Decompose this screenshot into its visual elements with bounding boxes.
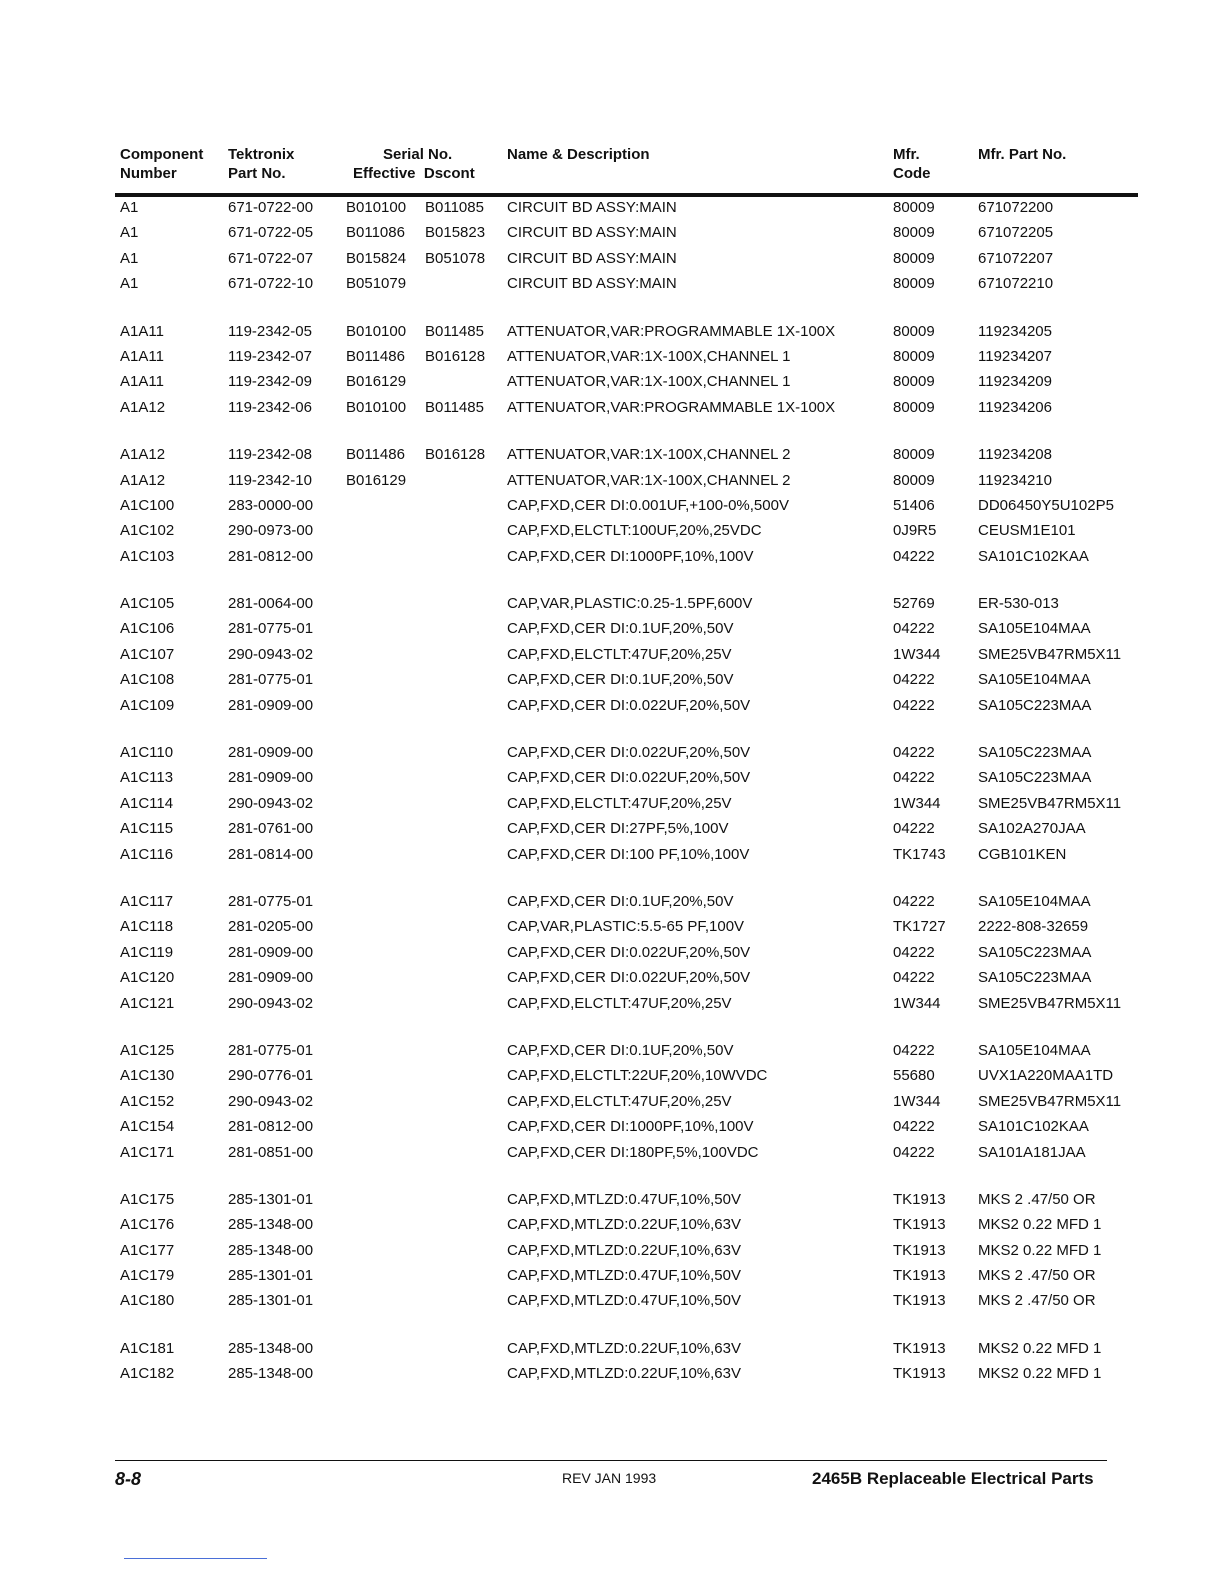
description: CIRCUIT BD ASSY:MAIN xyxy=(507,249,677,267)
tek-part-number: 285-1301-01 xyxy=(228,1190,314,1208)
table-row xyxy=(0,373,1224,398)
description: CAP,FXD,CER DI:0.022UF,20%,50V xyxy=(507,969,751,987)
table-row xyxy=(0,646,1224,671)
tek-part-number: 290-0943-02 xyxy=(228,1092,314,1110)
table-row xyxy=(0,744,1224,769)
description: CAP,FXD,CER DI:27PF,5%,100V xyxy=(507,820,729,838)
description: CAP,FXD,MTLZD:0.47UF,10%,50V xyxy=(507,1292,741,1310)
description: ATTENUATOR,VAR:PROGRAMMABLE 1X-100X xyxy=(507,322,836,340)
table-row xyxy=(0,1067,1224,1092)
table-row xyxy=(0,497,1224,522)
description: CAP,FXD,MTLZD:0.22UF,10%,63V xyxy=(507,1365,741,1383)
component-number: A1 xyxy=(120,199,139,216)
mfr-code: TK1913 xyxy=(893,1365,946,1383)
description: ATTENUATOR,VAR:1X-100X,CHANNEL 2 xyxy=(507,446,791,464)
table-row xyxy=(0,548,1224,573)
mfr-code: 04222 xyxy=(893,969,935,987)
component-number: A1C113 xyxy=(120,769,174,787)
mfr-code: 04222 xyxy=(893,671,935,689)
row-group xyxy=(0,446,1224,573)
mfr-code: 04222 xyxy=(893,892,935,910)
table-row xyxy=(0,522,1224,547)
component-number: A1C110 xyxy=(120,744,174,762)
description: CAP,FXD,ELCTLT:47UF,20%,25V xyxy=(507,994,732,1012)
row-group xyxy=(0,199,1224,301)
serial-effective: B011486 xyxy=(346,347,405,365)
component-number: A1C175 xyxy=(120,1190,175,1208)
tek-part-number: 281-0851-00 xyxy=(228,1143,314,1161)
mfr-code: 04222 xyxy=(893,769,935,787)
header-component xyxy=(120,145,203,183)
mfr-code: TK1743 xyxy=(893,845,946,863)
mfr-part-number: SA101C102KAA xyxy=(978,1118,1089,1136)
mfr-code: 04222 xyxy=(893,696,935,714)
table-row xyxy=(0,595,1224,620)
description: CAP,FXD,CER DI:0.1UF,20%,50V xyxy=(507,620,734,638)
component-number: A1A12 xyxy=(120,471,166,489)
component-number: A1 xyxy=(120,224,139,242)
tek-part-number: 290-0776-01 xyxy=(228,1067,314,1085)
serial-dscont: B015823 xyxy=(425,224,486,242)
component-number: A1C108 xyxy=(120,671,175,689)
tek-part-number: 285-1348-00 xyxy=(228,1241,314,1259)
mfr-part-number: 119234206 xyxy=(978,398,1052,416)
mfr-part-number: 2222-808-32659 xyxy=(978,918,1089,936)
tek-part-number: 290-0943-02 xyxy=(228,645,314,663)
component-number: A1 xyxy=(120,275,139,293)
mfr-code: 04222 xyxy=(893,744,935,762)
description: CAP,FXD,MTLZD:0.22UF,10%,63V xyxy=(507,1216,741,1234)
mfr-code: 80009 xyxy=(893,249,935,267)
mfr-part-number: SA105C223MAA xyxy=(978,769,1092,787)
component-number: A1 xyxy=(120,249,139,267)
mfr-code: 80009 xyxy=(893,373,935,391)
mfr-part-number: SA101A181JAA xyxy=(978,1143,1086,1161)
tek-part-number: 671-0722-10 xyxy=(228,275,314,293)
mfr-code: TK1913 xyxy=(893,1339,946,1357)
mfr-part-number: MKS2 0.22 MFD 1 xyxy=(978,1216,1102,1234)
table-row xyxy=(0,1191,1224,1216)
mfr-code: 04222 xyxy=(893,547,935,565)
header-mfr-part xyxy=(978,145,1066,164)
component-number: A1C152 xyxy=(120,1092,175,1110)
table-row xyxy=(0,795,1224,820)
footer-rule xyxy=(115,1460,1107,1461)
table-row xyxy=(0,1093,1224,1118)
table-row xyxy=(0,323,1224,348)
description: CAP,FXD,ELCTLT:100UF,20%,25VDC xyxy=(507,522,762,540)
table-row xyxy=(0,1292,1224,1317)
tek-part-number: 285-1348-00 xyxy=(228,1216,314,1234)
mfr-code: 04222 xyxy=(893,943,935,961)
mfr-part-number: 119234205 xyxy=(978,322,1052,340)
tek-part-number: 119-2342-09 xyxy=(228,373,312,391)
description: CIRCUIT BD ASSY:MAIN xyxy=(507,199,677,216)
serial-effective: B010100 xyxy=(346,199,407,216)
mfr-part-number: MKS 2 .47/50 OR xyxy=(978,1292,1096,1310)
component-number: A1A11 xyxy=(120,322,164,340)
row-group xyxy=(0,1042,1224,1169)
serial-dscont: B051078 xyxy=(425,249,486,267)
tek-part-number: 281-0775-01 xyxy=(228,892,314,910)
component-number: A1C176 xyxy=(120,1216,175,1234)
serial-dscont: B016128 xyxy=(425,347,486,365)
serial-effective: B051079 xyxy=(346,275,407,293)
mfr-code: 04222 xyxy=(893,1143,935,1161)
mfr-part-number: SA105C223MAA xyxy=(978,744,1092,762)
table-row xyxy=(0,1365,1224,1390)
mfr-part-number: 119234207 xyxy=(978,347,1052,365)
table-row xyxy=(0,446,1224,471)
tek-part-number: 119-2342-08 xyxy=(228,446,312,464)
tek-part-number: 281-0775-01 xyxy=(228,1041,314,1059)
description: CAP,FXD,CER DI:0.022UF,20%,50V xyxy=(507,744,751,762)
tek-part-number: 281-0909-00 xyxy=(228,696,314,714)
serial-effective: B010100 xyxy=(346,322,407,340)
table-row xyxy=(0,846,1224,871)
table-row xyxy=(0,697,1224,722)
table-row xyxy=(0,944,1224,969)
row-group xyxy=(0,893,1224,1020)
component-number: A1C125 xyxy=(120,1041,175,1059)
serial-effective: B015824 xyxy=(346,249,407,267)
table-row xyxy=(0,1340,1224,1365)
mfr-part-number: DD06450Y5U102P5 xyxy=(978,496,1114,514)
component-number: A1C177 xyxy=(120,1241,175,1259)
row-group xyxy=(0,1340,1224,1391)
description: CAP,FXD,CER DI:180PF,5%,100VDC xyxy=(507,1143,759,1161)
component-number: A1C115 xyxy=(120,820,174,838)
component-number: A1C102 xyxy=(120,522,175,540)
header-mfr-code xyxy=(893,145,931,183)
mfr-part-number: 671072200 xyxy=(978,199,1054,216)
table-row xyxy=(0,820,1224,845)
tek-part-number: 281-0909-00 xyxy=(228,769,314,787)
description: CAP,FXD,CER DI:0.1UF,20%,50V xyxy=(507,892,734,910)
component-number: A1C121 xyxy=(120,994,175,1012)
tek-part-number: 290-0973-00 xyxy=(228,522,314,540)
description: ATTENUATOR,VAR:1X-100X,CHANNEL 1 xyxy=(507,347,791,365)
mfr-code: 55680 xyxy=(893,1067,935,1085)
tek-part-number: 285-1301-01 xyxy=(228,1292,314,1310)
table-row xyxy=(0,399,1224,424)
header-component-line2: Number xyxy=(120,165,177,182)
header-component-line1: Component xyxy=(120,146,204,163)
tek-part-number: 290-0943-02 xyxy=(228,994,314,1012)
table-row xyxy=(0,1144,1224,1169)
table-row xyxy=(0,893,1224,918)
mfr-code: 52769 xyxy=(893,595,935,613)
component-number: A1C105 xyxy=(120,595,175,613)
mfr-part-number: 119234208 xyxy=(978,446,1052,464)
mfr-part-number: SA101C102KAA xyxy=(978,547,1089,565)
component-number: A1C109 xyxy=(120,696,175,714)
document-title: 2465B Replaceable Electrical Parts xyxy=(812,1469,1094,1488)
header-description-line1: Name & Description xyxy=(507,146,650,163)
table-row xyxy=(0,250,1224,275)
description: CAP,FXD,CER DI:0.022UF,20%,50V xyxy=(507,769,751,787)
component-number: A1C114 xyxy=(120,794,174,812)
component-number: A1C179 xyxy=(120,1267,175,1285)
mfr-code: 80009 xyxy=(893,446,935,464)
table-row xyxy=(0,199,1224,224)
mfr-code: 80009 xyxy=(893,275,935,293)
tek-part-number: 281-0064-00 xyxy=(228,595,314,613)
serial-effective: B016129 xyxy=(346,471,407,489)
mfr-part-number: ER-530-013 xyxy=(978,595,1059,613)
mfr-part-number: SA105E104MAA xyxy=(978,892,1091,910)
table-row xyxy=(0,769,1224,794)
header-rule xyxy=(115,193,1138,197)
mfr-code: 04222 xyxy=(893,1118,935,1136)
mfr-part-number: 119234210 xyxy=(978,471,1052,489)
description: CAP,FXD,MTLZD:0.47UF,10%,50V xyxy=(507,1267,741,1285)
mfr-part-number: 671072207 xyxy=(978,249,1054,267)
component-number: A1C103 xyxy=(120,547,175,565)
header-serial-line1: Serial No. xyxy=(383,146,453,163)
tek-part-number: 281-0812-00 xyxy=(228,547,314,565)
mfr-part-number: SA105E104MAA xyxy=(978,1041,1091,1059)
component-number: A1A11 xyxy=(120,347,164,365)
mfr-code: TK1913 xyxy=(893,1216,946,1234)
description: CAP,FXD,MTLZD:0.47UF,10%,50V xyxy=(507,1190,741,1208)
component-number: A1C116 xyxy=(120,845,174,863)
serial-effective: B011486 xyxy=(346,446,405,464)
mfr-code: TK1727 xyxy=(893,918,946,936)
serial-effective: B010100 xyxy=(346,398,407,416)
tek-part-number: 281-0761-00 xyxy=(228,820,314,838)
serial-dscont: B011085 xyxy=(425,199,484,216)
description: CAP,FXD,CER DI:0.022UF,20%,50V xyxy=(507,943,751,961)
table-row xyxy=(0,671,1224,696)
row-group xyxy=(0,595,1224,722)
mfr-part-number: MKS2 0.22 MFD 1 xyxy=(978,1241,1102,1259)
description: ATTENUATOR,VAR:1X-100X,CHANNEL 2 xyxy=(507,471,791,489)
mfr-part-number: CGB101KEN xyxy=(978,845,1067,863)
tek-part-number: 285-1301-01 xyxy=(228,1267,314,1285)
mfr-part-number: MKS 2 .47/50 OR xyxy=(978,1190,1096,1208)
table-row xyxy=(0,918,1224,943)
tek-part-number: 119-2342-05 xyxy=(228,322,312,340)
description: CAP,FXD,CER DI:100 PF,10%,100V xyxy=(507,845,750,863)
mfr-code: 04222 xyxy=(893,820,935,838)
tek-part-number: 281-0909-00 xyxy=(228,943,314,961)
tek-part-number: 671-0722-05 xyxy=(228,224,314,242)
table-row xyxy=(0,224,1224,249)
mfr-part-number: SME25VB47RM5X11 xyxy=(978,645,1122,663)
description: CAP,FXD,ELCTLT:47UF,20%,25V xyxy=(507,794,732,812)
tek-part-number: 290-0943-02 xyxy=(228,794,314,812)
component-number: A1C120 xyxy=(120,969,175,987)
description: CAP,FXD,MTLZD:0.22UF,10%,63V xyxy=(507,1241,741,1259)
mfr-part-number: 119234209 xyxy=(978,373,1052,391)
description: CAP,FXD,CER DI:0.1UF,20%,50V xyxy=(507,671,734,689)
component-number: A1C130 xyxy=(120,1067,175,1085)
component-number: A1C180 xyxy=(120,1292,175,1310)
mfr-part-number: SME25VB47RM5X11 xyxy=(978,1092,1122,1110)
description: CAP,FXD,ELCTLT:47UF,20%,25V xyxy=(507,645,732,663)
serial-dscont: B011485 xyxy=(425,322,484,340)
mfr-code: 80009 xyxy=(893,398,935,416)
table-row xyxy=(0,1042,1224,1067)
mfr-code: TK1913 xyxy=(893,1292,946,1310)
serial-effective: B011086 xyxy=(346,224,405,242)
mfr-code: 1W344 xyxy=(893,994,941,1012)
tek-part-number: 285-1348-00 xyxy=(228,1339,314,1357)
description: CAP,FXD,CER DI:1000PF,10%,100V xyxy=(507,547,754,565)
mfr-code: 80009 xyxy=(893,322,935,340)
mfr-code: 1W344 xyxy=(893,645,941,663)
description: CAP,VAR,PLASTIC:0.25-1.5PF,600V xyxy=(507,595,753,613)
mfr-code: 04222 xyxy=(893,1041,935,1059)
tek-part-number: 671-0722-00 xyxy=(228,199,314,216)
description: CAP,FXD,CER DI:0.001UF,+100-0%,500V xyxy=(507,496,789,514)
table-row xyxy=(0,1242,1224,1267)
mfr-part-number: SA105C223MAA xyxy=(978,696,1092,714)
link-underline xyxy=(124,1558,267,1559)
mfr-part-number: SA105E104MAA xyxy=(978,671,1091,689)
component-number: A1A12 xyxy=(120,398,166,416)
component-number: A1C117 xyxy=(120,892,174,910)
row-group xyxy=(0,323,1224,425)
mfr-part-number: UVX1A220MAA1TD xyxy=(978,1067,1114,1085)
mfr-part-number: 671072205 xyxy=(978,224,1054,242)
description: CIRCUIT BD ASSY:MAIN xyxy=(507,275,677,293)
mfr-part-number: MKS 2 .47/50 OR xyxy=(978,1267,1096,1285)
component-number: A1A11 xyxy=(120,373,164,391)
description: CAP,FXD,ELCTLT:22UF,20%,10WVDC xyxy=(507,1067,768,1085)
page-number: 8-8 xyxy=(115,1469,142,1489)
description: ATTENUATOR,VAR:PROGRAMMABLE 1X-100X xyxy=(507,398,836,416)
tek-part-number: 281-0812-00 xyxy=(228,1118,314,1136)
table-row xyxy=(0,1216,1224,1241)
revision-date: REV JAN 1993 xyxy=(562,1470,657,1486)
header-mfr-part-line1: Mfr. Part No. xyxy=(978,146,1067,163)
row-group xyxy=(0,1191,1224,1318)
mfr-part-number: SME25VB47RM5X11 xyxy=(978,794,1122,812)
component-number: A1C118 xyxy=(120,918,174,936)
header-mfr-code-line1: Mfr. xyxy=(893,146,920,163)
table-row xyxy=(0,275,1224,300)
description: CAP,FXD,ELCTLT:47UF,20%,25V xyxy=(507,1092,732,1110)
table-row xyxy=(0,1267,1224,1292)
mfr-part-number: SA105C223MAA xyxy=(978,943,1092,961)
description: CAP,FXD,CER DI:1000PF,10%,100V xyxy=(507,1118,754,1136)
mfr-code: 80009 xyxy=(893,199,935,216)
header-mfr-code-line2: Code xyxy=(893,165,931,182)
table-row xyxy=(0,995,1224,1020)
description: CAP,FXD,MTLZD:0.22UF,10%,63V xyxy=(507,1339,741,1357)
mfr-code: 80009 xyxy=(893,224,935,242)
table-row xyxy=(0,969,1224,994)
tek-part-number: 119-2342-10 xyxy=(228,471,312,489)
component-number: A1C181 xyxy=(120,1339,175,1357)
mfr-code: 51406 xyxy=(893,496,935,514)
description: CAP,VAR,PLASTIC:5.5-65 PF,100V xyxy=(507,918,745,936)
component-number: A1C100 xyxy=(120,496,175,514)
parts-table xyxy=(0,199,1224,1413)
tek-part-number: 285-1348-00 xyxy=(228,1365,314,1383)
row-group xyxy=(0,744,1224,871)
description: CAP,FXD,CER DI:0.1UF,20%,50V xyxy=(507,1041,734,1059)
tek-part-number: 281-0775-01 xyxy=(228,671,314,689)
serial-effective: B016129 xyxy=(346,373,407,391)
header-tek-part xyxy=(228,145,294,183)
table-row xyxy=(0,620,1224,645)
mfr-code: 04222 xyxy=(893,620,935,638)
component-number: A1C106 xyxy=(120,620,175,638)
header-tek-part-line1: Tektronix xyxy=(228,146,295,163)
mfr-part-number: SA105E104MAA xyxy=(978,620,1091,638)
header-tek-part-line2: Part No. xyxy=(228,165,286,182)
tek-part-number: 119-2342-07 xyxy=(228,347,312,365)
description: ATTENUATOR,VAR:1X-100X,CHANNEL 1 xyxy=(507,373,791,391)
table-row xyxy=(0,1118,1224,1143)
component-number: A1C182 xyxy=(120,1365,175,1383)
tek-part-number: 283-0000-00 xyxy=(228,496,314,514)
mfr-part-number: SA102A270JAA xyxy=(978,820,1086,838)
mfr-code: TK1913 xyxy=(893,1190,946,1208)
component-number: A1A12 xyxy=(120,446,166,464)
header-serial-line2: Effective Dscont xyxy=(353,165,475,182)
mfr-part-number: 671072210 xyxy=(978,275,1054,293)
mfr-code: TK1913 xyxy=(893,1267,946,1285)
tek-part-number: 671-0722-07 xyxy=(228,249,314,267)
mfr-part-number: MKS2 0.22 MFD 1 xyxy=(978,1365,1102,1383)
mfr-code: 0J9R5 xyxy=(893,522,937,540)
mfr-part-number: MKS2 0.22 MFD 1 xyxy=(978,1339,1102,1357)
component-number: A1C171 xyxy=(120,1143,175,1161)
tek-part-number: 281-0909-00 xyxy=(228,969,314,987)
serial-dscont: B011485 xyxy=(425,398,484,416)
mfr-part-number: SA105C223MAA xyxy=(978,969,1092,987)
mfr-part-number: CEUSM1E101 xyxy=(978,522,1076,540)
mfr-code: TK1913 xyxy=(893,1241,946,1259)
mfr-code: 80009 xyxy=(893,471,935,489)
table-row xyxy=(0,472,1224,497)
component-number: A1C107 xyxy=(120,645,175,663)
tek-part-number: 281-0775-01 xyxy=(228,620,314,638)
description: CAP,FXD,CER DI:0.022UF,20%,50V xyxy=(507,696,751,714)
description: CIRCUIT BD ASSY:MAIN xyxy=(507,224,677,242)
table-row xyxy=(0,348,1224,373)
serial-dscont: B016128 xyxy=(425,446,486,464)
tek-part-number: 281-0205-00 xyxy=(228,918,314,936)
header-description xyxy=(507,145,650,164)
header-serial xyxy=(353,145,493,183)
tek-part-number: 119-2342-06 xyxy=(228,398,312,416)
component-number: A1C154 xyxy=(120,1118,175,1136)
tek-part-number: 281-0909-00 xyxy=(228,744,314,762)
tek-part-number: 281-0814-00 xyxy=(228,845,314,863)
mfr-code: 80009 xyxy=(893,347,935,365)
mfr-part-number: SME25VB47RM5X11 xyxy=(978,994,1122,1012)
mfr-code: 1W344 xyxy=(893,794,941,812)
mfr-code: 1W344 xyxy=(893,1092,941,1110)
component-number: A1C119 xyxy=(120,943,174,961)
